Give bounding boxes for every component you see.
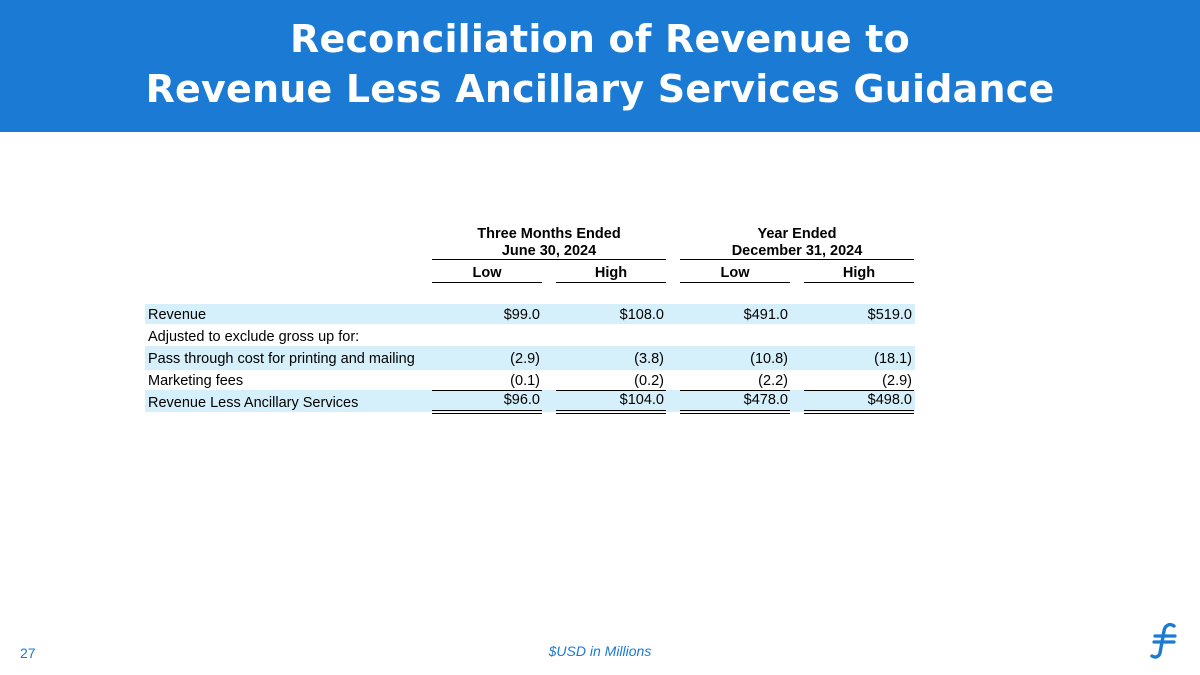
total-double-rule xyxy=(432,413,542,414)
cell-revenue-fy-high: $519.0 xyxy=(867,307,912,323)
brand-f-logo-icon xyxy=(1148,622,1180,660)
row-label-revenue-less-ancillary: Revenue Less Ancillary Services xyxy=(148,395,359,411)
subtotal-rule xyxy=(432,390,542,391)
currency-note: $USD in Millions xyxy=(548,643,652,659)
group-header-fy-line1: Year Ended xyxy=(757,226,837,242)
total-double-rule xyxy=(556,410,666,411)
group-header-fy-rule xyxy=(680,259,914,260)
subtotal-rule xyxy=(804,390,914,391)
group-header-q2-line2: June 30, 2024 xyxy=(501,243,597,259)
cell-total-q2-low: $96.0 xyxy=(503,392,540,408)
cell-marketing-q2-high: (0.2) xyxy=(634,373,664,389)
total-double-rule xyxy=(804,413,914,414)
cell-total-fy-high: $498.0 xyxy=(867,392,912,408)
group-header-fy-line2: December 31, 2024 xyxy=(731,243,863,259)
column-header-fy-high: High xyxy=(842,265,876,281)
column-header-fy-low: Low xyxy=(720,265,750,281)
column-rule xyxy=(556,282,666,283)
cell-marketing-fy-low: (2.2) xyxy=(758,373,788,389)
column-rule xyxy=(432,282,542,283)
slide-title-line-2: Revenue Less Ancillary Services Guidance xyxy=(145,67,1055,111)
cell-total-fy-low: $478.0 xyxy=(743,392,788,408)
cell-marketing-q2-low: (0.1) xyxy=(510,373,540,389)
total-double-rule xyxy=(804,410,914,411)
column-header-q2-high: High xyxy=(594,265,628,281)
cell-revenue-q2-low: $99.0 xyxy=(503,307,540,323)
subtotal-rule xyxy=(680,390,790,391)
page-number: 27 xyxy=(20,645,36,661)
cell-pass-through-q2-low: (2.9) xyxy=(510,351,540,367)
slide-title-line-1: Reconciliation of Revenue to xyxy=(290,17,910,61)
group-header-q2-rule xyxy=(432,259,666,260)
cell-pass-through-fy-high: (18.1) xyxy=(874,351,912,367)
column-header-q2-low: Low xyxy=(472,265,502,281)
total-double-rule xyxy=(556,413,666,414)
cell-revenue-q2-high: $108.0 xyxy=(619,307,664,323)
row-label-pass-through: Pass through cost for printing and mailing xyxy=(148,351,415,367)
subtotal-rule xyxy=(556,390,666,391)
total-double-rule xyxy=(432,410,542,411)
cell-revenue-fy-low: $491.0 xyxy=(743,307,788,323)
group-header-q2-line1: Three Months Ended xyxy=(477,226,621,242)
cell-total-q2-high: $104.0 xyxy=(619,392,664,408)
row-label-marketing-fees: Marketing fees xyxy=(148,373,244,389)
cell-pass-through-q2-high: (3.8) xyxy=(634,351,664,367)
column-rule xyxy=(804,282,914,283)
column-rule xyxy=(680,282,790,283)
total-double-rule xyxy=(680,413,790,414)
cell-pass-through-fy-low: (10.8) xyxy=(750,351,788,367)
cell-marketing-fy-high: (2.9) xyxy=(882,373,912,389)
row-label-revenue: Revenue xyxy=(148,307,207,323)
row-label-adjusted: Adjusted to exclude gross up for: xyxy=(148,329,360,345)
total-double-rule xyxy=(680,410,790,411)
